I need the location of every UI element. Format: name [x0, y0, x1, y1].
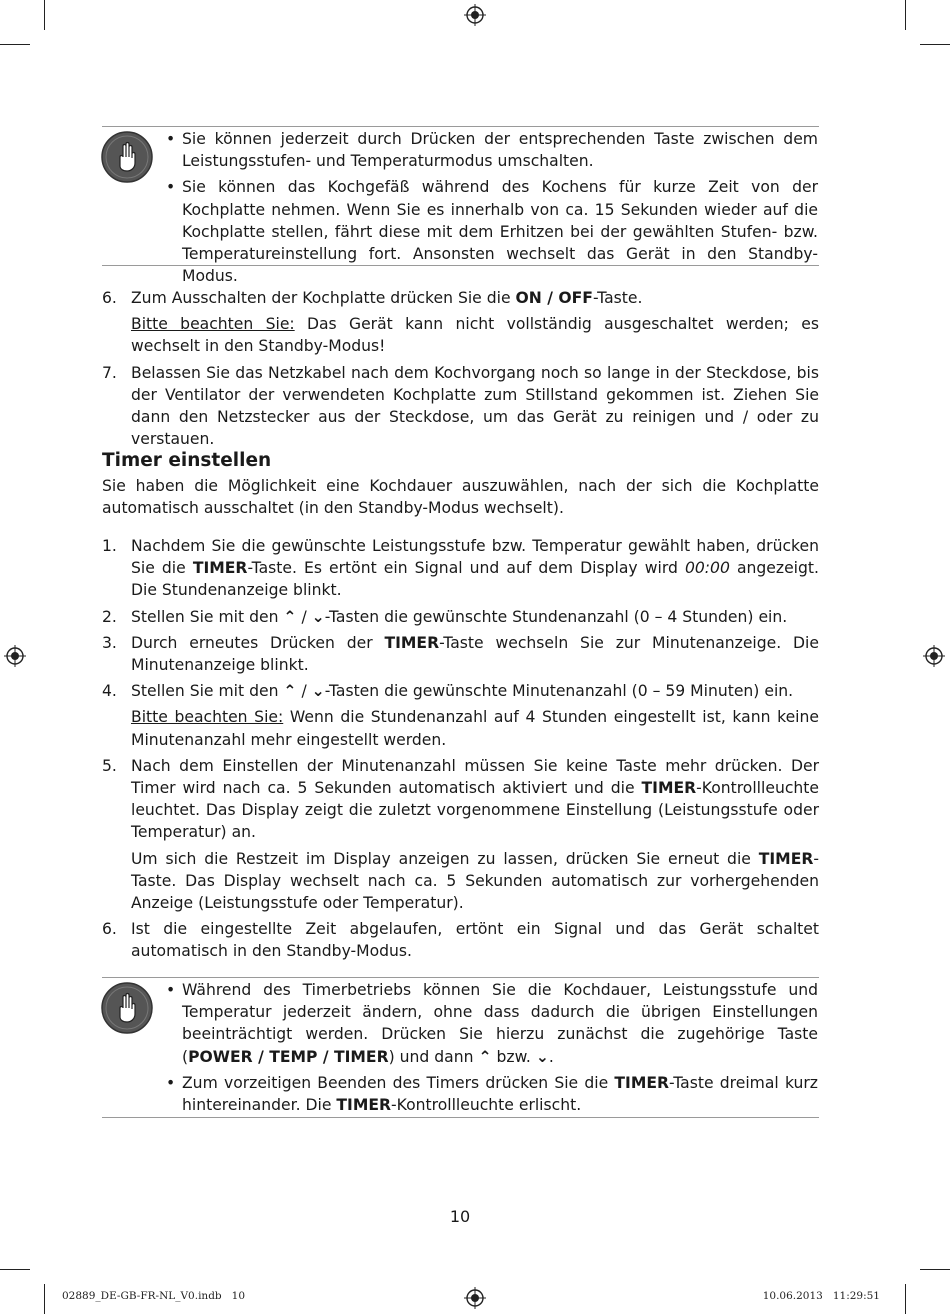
step-item: [102, 535, 819, 602]
page-number: 10: [449, 1207, 471, 1226]
intro-text: Sie haben die Möglichkeit eine Kochdauer auszuwählen, nach der sich die Kochplatte automatisch ausschaltet (in den Standby-Modus wechselt).: [102, 477, 819, 518]
step-text: Ist die eingestellte Zeit abgelaufen, ertönt ein Signal und das Gerät schaltet automatisch in den Standby-Modus.: [131, 920, 819, 961]
crop-mark-top-left-h: [0, 44, 30, 45]
arrow-up-icon: ⌃: [283, 607, 297, 626]
crop-mark-top-right: [905, 0, 906, 30]
note1-list: [166, 128, 818, 291]
bullet-dot: •: [166, 1073, 176, 1092]
step-item: [102, 632, 819, 676]
step-number: 6.: [102, 289, 117, 307]
footer-date: 10.06.2013 11:29:51: [762, 1290, 880, 1302]
step-item: [102, 755, 819, 914]
note2-item: [166, 1072, 818, 1116]
step-text: Stellen Sie mit den: [131, 682, 284, 701]
key-label: TIMER: [614, 1073, 670, 1092]
registration-mark-icon: [464, 4, 486, 26]
note1-item: [166, 128, 818, 172]
note-top-rule: [102, 977, 819, 978]
key-label: TIMER: [641, 779, 697, 798]
step-text: -Taste wechseln Sie zur Minutenanzeige. Die Minutenanzeige blinkt.: [131, 633, 819, 675]
timer-steps-list: [102, 535, 819, 967]
step-text: -Tasten die gewünschte Minutenanzahl (0 – 59 Minuten) ein.: [324, 682, 794, 701]
slash: /: [296, 682, 312, 701]
key-label: TIMER: [384, 633, 440, 652]
step-text: -Taste.: [592, 289, 643, 307]
note1-text: Sie können jederzeit durch Drücken der entsprechenden Taste zwischen dem Leistungsstufen- und Temperaturmodus umschalten.: [182, 130, 818, 171]
note-bottom-rule: [102, 265, 819, 266]
step-item: [102, 362, 819, 451]
note-text: Das Gerät kann nicht vollständig ausgeschaltet werden; es wechselt in den Standby-Modus!: [131, 315, 819, 356]
bullet-dot: •: [166, 981, 176, 999]
note2-text: .: [548, 1047, 554, 1066]
step-text: -Tasten die gewünschte Stundenanzahl (0 – 4 Stunden) ein.: [324, 607, 788, 626]
crop-mark-top-right-h: [920, 44, 950, 45]
note1-text: Sie können das Kochgefäß während des Kochens für kurze Zeit von der Kochplatte nehmen. Wenn Sie es innerhalb von ca. 15 Sekunden wieder auf die Kochplatte stellen, fährt diese mit dem Erhitzen bei der gewählten Stufen- bzw. Temperatureinstellung fort. Ansonsten wechselt das Gerät in den Standby-Modus.: [182, 178, 818, 286]
note-top-rule: [102, 126, 819, 127]
note-bottom-rule: [102, 1117, 819, 1118]
arrow-down-icon: ⌄: [311, 682, 325, 701]
arrow-up-icon: ⌃: [478, 1047, 492, 1066]
note-label: Bitte beachten Sie:: [131, 315, 295, 334]
display-value: 00:00: [684, 559, 730, 578]
arrow-up-icon: ⌃: [283, 682, 297, 701]
hand-pointing-icon: [100, 981, 154, 1035]
step-number: 7.: [102, 363, 117, 382]
step-text: Nach dem Einstellen der Minutenanzahl müssen Sie keine Taste mehr drücken. Der Timer wird nach ca. 5 Sekunden automatisch aktiviert und die: [131, 756, 819, 798]
step-text: Um sich die Restzeit im Display anzeigen zu lassen, drücken Sie erneut die: [131, 849, 759, 868]
note2-item: [166, 979, 818, 1068]
hand-pointing-icon: [100, 130, 154, 184]
slash: /: [296, 607, 312, 626]
key-label: POWER / TEMP / TIMER: [188, 1047, 389, 1066]
step-number: 3.: [102, 633, 117, 652]
note1-item: [166, 176, 818, 287]
registration-mark-icon: [923, 645, 945, 667]
step-number: 1.: [102, 537, 117, 555]
registration-mark-icon: [4, 645, 26, 667]
key-label: ON / OFF: [515, 289, 593, 307]
key-label: TIMER: [192, 559, 248, 578]
note2-text: -Kontrollleuchte erlischt.: [391, 1096, 582, 1115]
step-text: -Kontrollleuchte leuchtet. Das Display zeigt die zuletzt vorgenommene Einstellung (Leistungsstufe oder Temperatur) an.: [131, 779, 819, 842]
step-number: 6.: [102, 920, 117, 939]
step-number: 4.: [102, 682, 117, 701]
step-text: Stellen Sie mit den: [131, 607, 284, 626]
key-label: TIMER: [758, 849, 814, 868]
crop-mark-bottom-left-h: [0, 1269, 30, 1270]
step-text: Zum Ausschalten der Kochplatte drücken Sie die: [131, 289, 516, 307]
step-text: Belassen Sie das Netzkabel nach dem Kochvorgang noch so lange in der Steckdose, bis der Ventilator der verwendeten Kochplatte zum Stillstand gekommen ist. Ziehen Sie dann den Netzstecker aus der Steckdose, um das Gerät zu reinigen und / oder zu verstauen.: [131, 363, 819, 449]
crop-mark-bottom-right: [905, 1284, 906, 1314]
bullet-dot: •: [166, 178, 176, 197]
arrow-down-icon: ⌄: [535, 1047, 549, 1066]
step-number: 5.: [102, 756, 117, 775]
footer-file-info: 02889_DE-GB-FR-NL_V0.indb 10: [62, 1290, 246, 1302]
steps-list-a: [102, 287, 819, 454]
note2-text: Zum vorzeitigen Beenden des Timers drücken Sie die: [182, 1073, 615, 1092]
arrow-down-icon: ⌄: [311, 607, 325, 626]
section-intro: [102, 475, 819, 519]
step-item: [102, 680, 819, 751]
step-text: -Taste. Das Display wechselt nach ca. 5 Sekunden automatisch zur vorhergehenden Anzeige (Leistungsstufe oder Temperatur).: [131, 849, 819, 913]
key-label: TIMER: [336, 1096, 392, 1115]
section-heading: Timer einstellen: [102, 450, 272, 471]
step-item: [102, 918, 819, 962]
note-label: Bitte beachten Sie:: [131, 708, 284, 727]
note2-text: bzw.: [491, 1047, 536, 1066]
bullet-dot: •: [166, 130, 176, 148]
note-text: Wenn die Stundenanzahl auf 4 Stunden eingestellt ist, kann keine Minutenanzahl mehr eingestellt werden.: [131, 708, 819, 749]
crop-mark-top-left: [44, 0, 45, 30]
note2-list: [166, 979, 818, 1120]
crop-mark-bottom-left: [44, 1284, 45, 1314]
step-item: [102, 606, 819, 628]
note2-text: -Taste dreimal kurz hintereinander. Die: [182, 1073, 818, 1115]
step-text: angezeigt. Die Stundenanzeige blinkt.: [131, 559, 819, 600]
crop-mark-bottom-right-h: [920, 1269, 950, 1270]
note2-text: ) und dann: [388, 1047, 479, 1066]
step-number: 2.: [102, 607, 117, 626]
step-text: Durch erneutes Drücken der: [131, 633, 385, 652]
note2-text: Während des Timerbetriebs können Sie die Kochdauer, Leistungsstufe und Temperatur jederzeit ändern, ohne dass dadurch die übrigen Einstellungen beeinträchtigt werden. Drücken Sie hierzu zunächst die zugehörige Taste (: [182, 981, 818, 1066]
step-item: [102, 287, 819, 358]
registration-mark-icon: [464, 1287, 486, 1309]
step-text: -Taste. Es ertönt ein Signal und auf dem Display wird: [247, 559, 685, 578]
step-text: Nachdem Sie die gewünschte Leistungsstufe bzw. Temperatur gewählt haben, drücken Sie die: [131, 537, 819, 578]
